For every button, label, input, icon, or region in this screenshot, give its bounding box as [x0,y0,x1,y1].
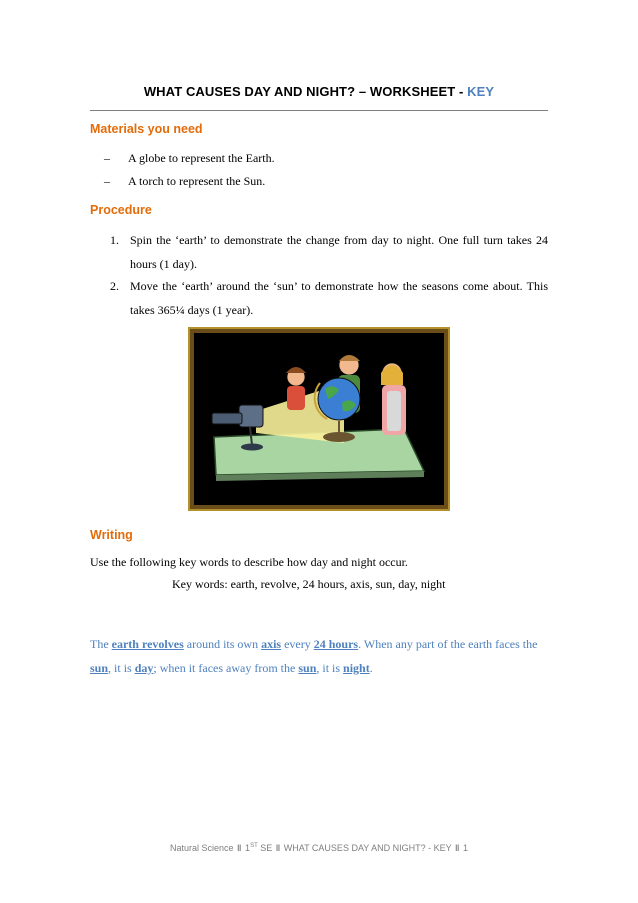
materials-item: – A globe to represent the Earth. [104,151,275,165]
procedure-step [110,228,548,276]
bullet: – [104,174,110,188]
answer-keyword: 24 hours [313,637,359,651]
key-words: Key words: earth, revolve, 24 hours, axis, sun, day, night [172,577,446,591]
answer-keyword: axis [261,637,282,651]
step-text: Move the ‘earth’ around the ‘sun’ to demonstrate how the seasons come about. This takes 365¼ days (1 year). [130,279,548,317]
page-footer: Natural Science ‖ 1ST SE ‖ WHAT CAUSES DAY AND NIGHT? - KEY ‖ 1 [169,843,469,853]
answer-keyword: earth revolves [111,637,184,651]
materials-heading: Materials you need [90,122,203,136]
footer-doc-title: WHAT CAUSES DAY AND NIGHT? - KEY [283,843,452,853]
title-divider [90,110,548,111]
bullet: – [104,151,110,165]
step-number: 2. [110,279,119,293]
title-key: KEY [467,84,495,99]
step-text: Spin the ‘earth’ to demonstrate the change from day to night. One full turn takes 24 hours (1 day). [130,233,548,271]
step-number: 1. [110,233,119,247]
writing-heading: Writing [90,528,133,542]
writing-instruction: Use the following key words to describe how day and night occur. [90,555,408,569]
title-text: WHAT CAUSES DAY AND NIGHT? – WORKSHEET - [143,84,468,99]
procedure-heading: Procedure [90,203,152,217]
answer-paragraph: The earth revolves around its own axis every 24 hours. When any part of the earth faces the sun, it is day; when it faces away from the sun, it is night. [90,637,538,675]
answer-keyword: night [343,661,370,675]
answer-keyword: day [134,661,154,675]
answer-keyword: sun [298,661,317,675]
footer-subject: Natural Science [169,843,234,853]
procedure-step [110,274,548,322]
answer-keyword: sun [90,661,109,675]
materials-item: – A torch to represent the Sun. [104,174,266,188]
page-number: 1 [463,843,469,853]
page-title [90,84,548,99]
globe-demonstration-illustration [190,329,448,509]
